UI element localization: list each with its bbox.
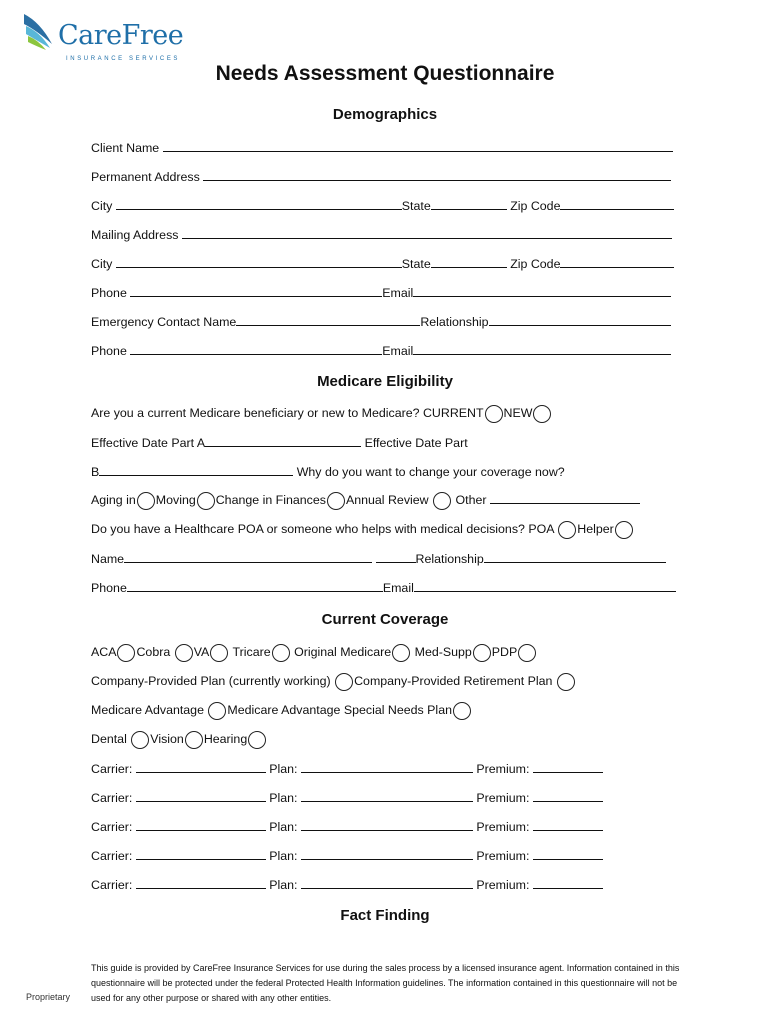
premium-label: Premium: [476,820,530,834]
proprietary-label: Proprietary [26,992,71,1002]
va-label: VA [193,645,210,659]
ma-snp-checkbox[interactable] [453,702,471,720]
why-change-label: Why do you want to change your coverage now? [296,465,565,479]
footer-disclaimer: This guide is provided by CareFree Insurance Services for use during the sales process by a licensed insurance agent. Information contained in this questionnaire will be protected under the federal Protected Health Information guidelines. The information contained in this questionnaire will not be used for any other purpose or shared with any other entities. [91,963,680,1003]
carrier-field[interactable] [136,790,266,802]
plan-field[interactable] [301,877,473,889]
client-name-label: Client Name [91,141,160,155]
carrier-row [91,790,680,806]
reason-row [91,492,680,514]
poa-name-label: Name [91,552,125,566]
phone-field[interactable] [130,285,382,297]
premium-label: Premium: [476,878,530,892]
ma-snp-label: Medicare Advantage Special Needs Plan [227,703,452,717]
carrier-row [91,819,680,835]
plan-label: Plan: [269,820,298,834]
perm-address-label: Permanent Address [91,170,200,184]
poa-relationship-field[interactable] [484,551,666,563]
eff-b-field[interactable] [99,464,293,476]
carefree-logo [22,12,202,62]
eff-b-pre-label: Effective Date Part [364,436,468,450]
new-label: NEW [503,406,533,420]
ma-label: Medicare Advantage [91,703,204,717]
vision-checkbox[interactable] [185,731,203,749]
plan-label: Plan: [269,791,298,805]
carrier-row [91,761,680,777]
state-label: State [401,199,431,213]
eff-b-label: B [91,465,100,479]
medsupp-label: Med-Supp [414,645,472,659]
phone-field[interactable] [130,343,382,355]
zip-field[interactable] [560,198,674,210]
phone-label: Phone [91,344,127,358]
vision-label: Vision [150,732,184,746]
premium-label: Premium: [476,849,530,863]
section-coverage: Current Coverage [321,611,449,628]
other-label: Other [455,493,487,507]
medicare-status-row [91,405,680,427]
state-field[interactable] [431,198,507,210]
zip-field[interactable] [560,256,674,268]
aca-label: ACA [91,645,117,659]
mailing-address-row [91,227,680,243]
logo-subtitle: INSURANCE SERVICES [66,56,181,62]
aging-radio[interactable] [137,492,155,510]
relationship-field[interactable] [489,314,671,326]
email-label: Email [382,344,414,358]
email-field[interactable] [413,343,671,355]
cobra-label: Cobra [136,645,171,659]
carrier-field[interactable] [136,877,266,889]
helper-radio[interactable] [615,521,633,539]
current-radio[interactable] [485,405,503,423]
original-label: Original Medicare [294,645,392,659]
other-field[interactable] [490,492,640,504]
state-label: State [401,257,431,271]
zip-label: Zip Code [510,257,561,271]
change-fin-label: Change in Finances [215,493,326,507]
coverage-type-row-4 [91,731,680,753]
premium-field[interactable] [533,877,603,889]
dental-label: Dental [91,732,127,746]
coverage-type-row-3 [91,702,680,724]
hearing-label: Hearing [203,732,248,746]
phone-row-2 [91,343,680,359]
va-checkbox[interactable] [210,644,228,662]
phone-row-1 [91,285,680,301]
phone-label: Phone [91,286,127,300]
poa-name-field[interactable] [124,551,372,563]
state-field[interactable] [431,256,507,268]
coverage-type-row-1 [91,644,680,666]
poa-email-label: Email [382,581,414,595]
premium-field[interactable] [533,819,603,831]
page-title: Needs Assessment Questionnaire [215,62,555,85]
emergency-row [91,314,680,330]
poa-name-field-2[interactable] [376,551,416,563]
carrier-field[interactable] [136,761,266,773]
premium-field[interactable] [533,761,603,773]
emergency-field[interactable] [236,314,420,326]
city-row-2 [91,256,680,272]
carrier-label: Carrier: [91,878,133,892]
premium-label: Premium: [476,791,530,805]
dental-checkbox[interactable] [131,731,149,749]
email-label: Email [382,286,414,300]
poa-phone-field[interactable] [127,580,383,592]
premium-field[interactable] [533,790,603,802]
premium-field[interactable] [533,848,603,860]
poa-name-row [91,551,680,567]
city-field[interactable] [116,256,402,268]
carrier-label: Carrier: [91,762,133,776]
moving-radio[interactable] [197,492,215,510]
perm-address-row [91,169,680,185]
poa-question: Do you have a Healthcare POA or someone who helps with medical decisions? POA [91,522,554,536]
carrier-row [91,877,680,893]
change-fin-radio[interactable] [327,492,345,510]
original-checkbox[interactable] [392,644,410,662]
plan-label: Plan: [269,849,298,863]
poa-phone-row [91,580,680,596]
plan-field[interactable] [301,819,473,831]
carrier-field[interactable] [136,848,266,860]
city-label: City [91,199,113,213]
plan-field[interactable] [301,761,473,773]
moving-label: Moving [155,493,196,507]
company-plan-checkbox[interactable] [335,673,353,691]
pdp-checkbox[interactable] [518,644,536,662]
mailing-address-label: Mailing Address [91,228,179,242]
carrier-field[interactable] [136,819,266,831]
tricare-label: Tricare [232,645,271,659]
email-field[interactable] [413,285,671,297]
hearing-checkbox[interactable] [248,731,266,749]
carrier-label: Carrier: [91,820,133,834]
client-name-field[interactable] [163,140,673,152]
tricare-checkbox[interactable] [272,644,290,662]
client-name-row [91,140,680,156]
poa-radio[interactable] [558,521,576,539]
aging-label: Aging in [91,493,136,507]
new-radio[interactable] [533,405,551,423]
relationship-label: Relationship [420,315,489,329]
medicare-question: Are you a current Medicare beneficiary or new to Medicare? [91,406,420,420]
eff-a-label: Effective Date Part A [91,436,206,450]
carrier-row [91,848,680,864]
perm-address-field[interactable] [203,169,671,181]
zip-label: Zip Code [510,199,561,213]
city-label: City [91,257,113,271]
company-ret-label: Company-Provided Retirement Plan [354,674,553,688]
plan-field[interactable] [301,790,473,802]
poa-email-field[interactable] [414,580,676,592]
premium-label: Premium: [476,762,530,776]
city-field[interactable] [116,198,402,210]
annual-radio[interactable] [433,492,451,510]
eff-a-field[interactable] [205,435,361,447]
mailing-address-field[interactable] [182,227,672,239]
medsupp-checkbox[interactable] [473,644,491,662]
plan-label: Plan: [269,762,298,776]
coverage-type-row-2 [91,673,680,695]
why-change-row [91,464,680,480]
section-demographics: Demographics [332,106,438,123]
emergency-label: Emergency Contact Name [91,315,237,329]
company-ret-checkbox[interactable] [557,673,575,691]
company-plan-label: Company-Provided Plan (currently working) [91,674,331,688]
cobra-checkbox[interactable] [175,644,193,662]
carrier-label: Carrier: [91,849,133,863]
poa-relationship-label: Relationship [415,552,484,566]
poa-phone-label: Phone [91,581,127,595]
plan-label: Plan: [269,878,298,892]
plan-field[interactable] [301,848,473,860]
poa-row [91,521,680,543]
helper-label: Helper [577,522,614,536]
effective-date-row [91,435,680,451]
carrier-label: Carrier: [91,791,133,805]
aca-checkbox[interactable] [117,644,135,662]
pdp-label: PDP [491,645,518,659]
logo-swoosh-icon [22,12,62,52]
city-row-1 [91,198,680,214]
section-medicare: Medicare Eligibility [317,373,453,390]
ma-checkbox[interactable] [208,702,226,720]
current-label: CURRENT [422,406,484,420]
annual-label: Annual Review [345,493,429,507]
section-fact-finding: Fact Finding [340,907,430,924]
logo-name: CareFree [58,20,184,51]
